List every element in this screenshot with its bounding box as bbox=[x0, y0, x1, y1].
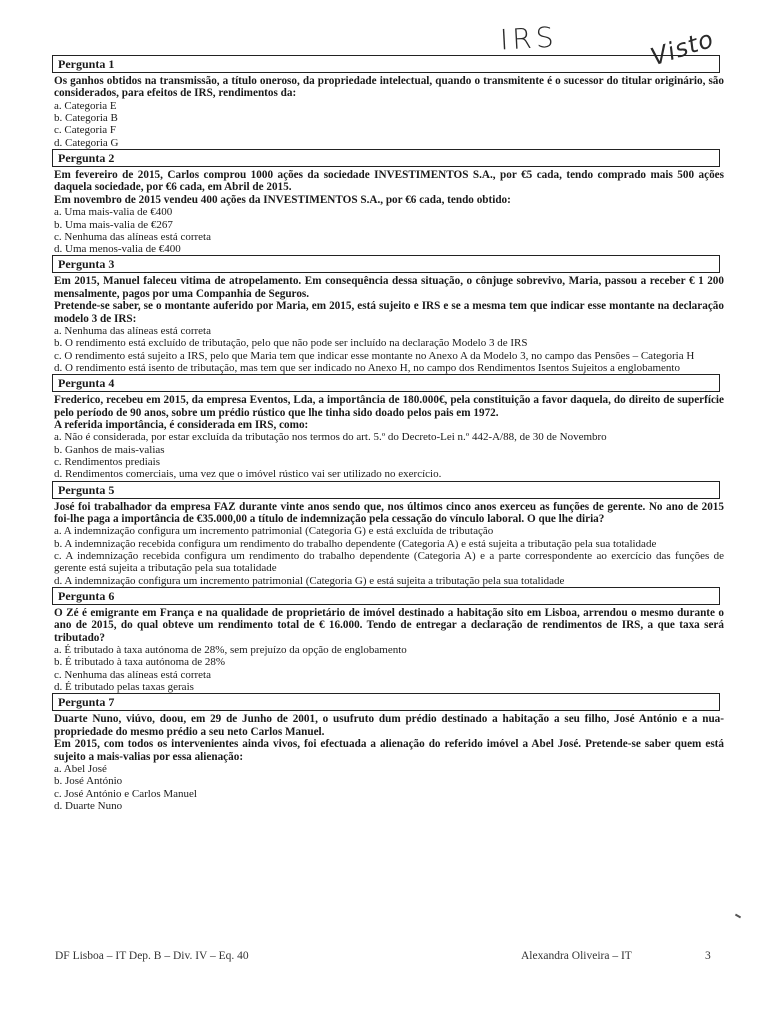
question-statement bbox=[52, 273, 724, 325]
answer-options bbox=[52, 325, 724, 374]
answer-option[interactable]: b. A indemnização recebida configura um rendimento do trabalho dependente (Categoria A) e está sujeita a tributação pela sua totalidade bbox=[54, 537, 657, 550]
question-header: Pergunta 1 bbox=[52, 55, 720, 73]
question-4 bbox=[52, 374, 724, 480]
question-3 bbox=[52, 255, 724, 374]
question-header: Pergunta 7 bbox=[52, 693, 720, 711]
question-statement bbox=[52, 73, 724, 100]
answer-option[interactable]: d. A indemnização configura um incremento patrimonial (Categoria G) e está sujeita a tributação pela sua totalidade bbox=[54, 574, 565, 587]
question-header: Pergunta 6 bbox=[52, 587, 720, 605]
question-1 bbox=[52, 55, 724, 149]
question-header: Pergunta 2 bbox=[52, 149, 720, 167]
question-5 bbox=[52, 481, 724, 587]
footer-author: Alexandra Oliveira – IT bbox=[521, 950, 632, 962]
question-statement bbox=[52, 499, 724, 526]
question-paragraph: A referida importância, é considerada em IRS, como: bbox=[54, 419, 309, 432]
question-statement bbox=[52, 392, 724, 431]
question-statement bbox=[52, 605, 724, 644]
answer-option[interactable]: a. Não é considerada, por estar excluída da tributação nos termos do art. 5.º do Decreto-Lei n.º 442-A/88, de 30 de Novembro bbox=[54, 431, 607, 444]
answer-options bbox=[52, 206, 724, 255]
answer-option[interactable]: d. Categoria G bbox=[54, 136, 119, 149]
question-paragraph: Pretende-se saber, se o montante auferido por Maria, em 2015, está sujeito e IRS e se a mesma tem que indicar esse montante na declaração modelo 3 de IRS: bbox=[54, 300, 724, 325]
answer-option[interactable]: d. Uma menos-valia de €400 bbox=[54, 243, 181, 256]
answer-options bbox=[52, 431, 724, 480]
answer-option[interactable]: a. Uma mais-valia de €400 bbox=[54, 206, 173, 219]
handwritten-visto-note: Visto bbox=[647, 24, 718, 72]
answer-options bbox=[52, 763, 724, 812]
question-header: Pergunta 5 bbox=[52, 481, 720, 499]
pen-mark bbox=[735, 914, 741, 919]
handwritten-irs-note: IRS bbox=[499, 20, 559, 57]
question-paragraph: José foi trabalhador da empresa FAZ durante vinte anos sendo que, nos últimos cinco anos exerceu as funções de gerente. No ano de 2015 foi-lhe paga a importância de €35.000,00 a título de indemnização pela cessação do vínculo laboral. O que lhe diria? bbox=[54, 500, 724, 526]
question-statement bbox=[52, 167, 724, 206]
answer-option[interactable]: c. Nenhuma das alíneas está correta bbox=[54, 668, 211, 681]
answer-option[interactable]: c. O rendimento está sujeito a IRS, pelo que Maria tem que indicar esse montante no Anexo A da Modelo 3, no campo das Pensões – Categoria H bbox=[54, 349, 695, 362]
question-header: Pergunta 3 bbox=[52, 255, 720, 273]
answer-option[interactable]: d. É tributado pelas taxas gerais bbox=[54, 681, 194, 694]
answer-option[interactable]: a. A indemnização configura um incremento patrimonial (Categoria G) e está excluída de tributação bbox=[54, 525, 494, 538]
answer-option[interactable]: a. É tributado à taxa autónoma de 28%, sem prejuízo da opção de englobamento bbox=[54, 644, 407, 657]
exam-page-content bbox=[52, 55, 724, 812]
question-6 bbox=[52, 587, 724, 693]
answer-option[interactable]: c. Rendimentos prediais bbox=[54, 456, 161, 469]
answer-options bbox=[52, 644, 724, 693]
footer-department: DF Lisboa – IT Dep. B – Div. IV – Eq. 40 bbox=[55, 950, 249, 962]
question-2 bbox=[52, 149, 724, 255]
answer-option[interactable]: a. Nenhuma das alíneas está correta bbox=[54, 325, 211, 338]
answer-option[interactable]: c. Nenhuma das alíneas está correta bbox=[54, 230, 211, 243]
question-header: Pergunta 4 bbox=[52, 374, 720, 392]
answer-option[interactable]: c. A indemnização recebida configura um rendimento do trabalho dependente (Categoria A) e a parte correspondente ao exercício das funções de gerente está sujeita a tributação pela sua totalidade bbox=[54, 550, 724, 575]
question-statement bbox=[52, 711, 724, 763]
question-paragraph: O Zé é emigrante em França e na qualidade de proprietário de imóvel destinado a habitação sito em Lisboa, arrendou o mesmo durante o ano de 2015, do qual obteve um rendimento total de € 16.000. Tendo de entregar a declaração de rendimentos de IRS, a que taxa será tributado? bbox=[54, 606, 724, 644]
page-number: 3 bbox=[705, 950, 711, 962]
question-paragraph: Duarte Nuno, viúvo, doou, em 29 de Junho de 2001, o usufruto dum prédio destinado a habitação a seu filho, José António e a nua-propriedade do mesmo prédio a seu neto Carlos Manuel. bbox=[54, 713, 724, 738]
answer-option[interactable]: c. Categoria F bbox=[54, 124, 117, 137]
answer-options bbox=[52, 100, 724, 149]
question-paragraph: Em 2015, Manuel faleceu vitima de atropelamento. Em consequência dessa situação, o cônjuge sobrevivo, Maria, passou a receber € 1 200 mensalmente, pagos por uma Companhia de Seguros. bbox=[54, 275, 724, 300]
answer-option[interactable]: c. José António e Carlos Manuel bbox=[54, 787, 197, 800]
answer-option[interactable]: a. Abel José bbox=[54, 762, 107, 775]
answer-option[interactable]: d. O rendimento está isento de tributação, mas tem que ser indicado no Anexo H, no campo dos Rendimentos Isentos Sujeitos a englobamento bbox=[54, 361, 680, 374]
question-paragraph: Em 2015, com todos os intervenientes ainda vivos, foi efectuada a alienação do referido imóvel a Abel José. Pretende-se saber quem está sujeito a mais-valias por essa alienação: bbox=[54, 738, 724, 763]
answer-option[interactable]: d. Duarte Nuno bbox=[54, 799, 123, 812]
answer-option[interactable]: b. José António bbox=[54, 775, 123, 788]
answer-option[interactable]: b. Uma mais-valia de €267 bbox=[54, 218, 173, 231]
question-paragraph: Os ganhos obtidos na transmissão, a título oneroso, da propriedade intelectual, quando o transmitente é o sucessor do titular originário, são considerados, para efeitos de IRS, rendimentos da: bbox=[54, 75, 724, 100]
answer-option[interactable]: d. Rendimentos comerciais, uma vez que o imóvel rústico vai ser utilizado no exercício. bbox=[54, 468, 442, 481]
question-paragraph: Frederico, recebeu em 2015, da empresa Eventos, Lda, a importância de 180.000€, pela constituição a favor daquela, do direito de superfície pelo período de 90 anos, sobre um prédio rústico que lhe tinha sido doado pelos pais em 1972. bbox=[54, 394, 724, 419]
question-paragraph: Em novembro de 2015 vendeu 400 ações da INVESTIMENTOS S.A., por €6 cada, tendo obtido: bbox=[54, 193, 511, 206]
answer-option[interactable]: b. Ganhos de mais-valias bbox=[54, 443, 165, 456]
answer-option[interactable]: b. O rendimento está excluído de tributação, pelo que não pode ser incluído na declaração Modelo 3 de IRS bbox=[54, 337, 528, 350]
answer-option[interactable]: b. É tributado à taxa autónoma de 28% bbox=[54, 656, 226, 669]
answer-options bbox=[52, 525, 724, 586]
question-7 bbox=[52, 693, 724, 812]
answer-option[interactable]: b. Categoria B bbox=[54, 112, 118, 125]
question-paragraph: Em fevereiro de 2015, Carlos comprou 1000 ações da sociedade INVESTIMENTOS S.A., por €5 cada, tendo comprado mais 500 ações daquela sociedade, por €6 cada, em Abril de 2015. bbox=[54, 169, 724, 194]
answer-option[interactable]: a. Categoria E bbox=[54, 99, 117, 112]
